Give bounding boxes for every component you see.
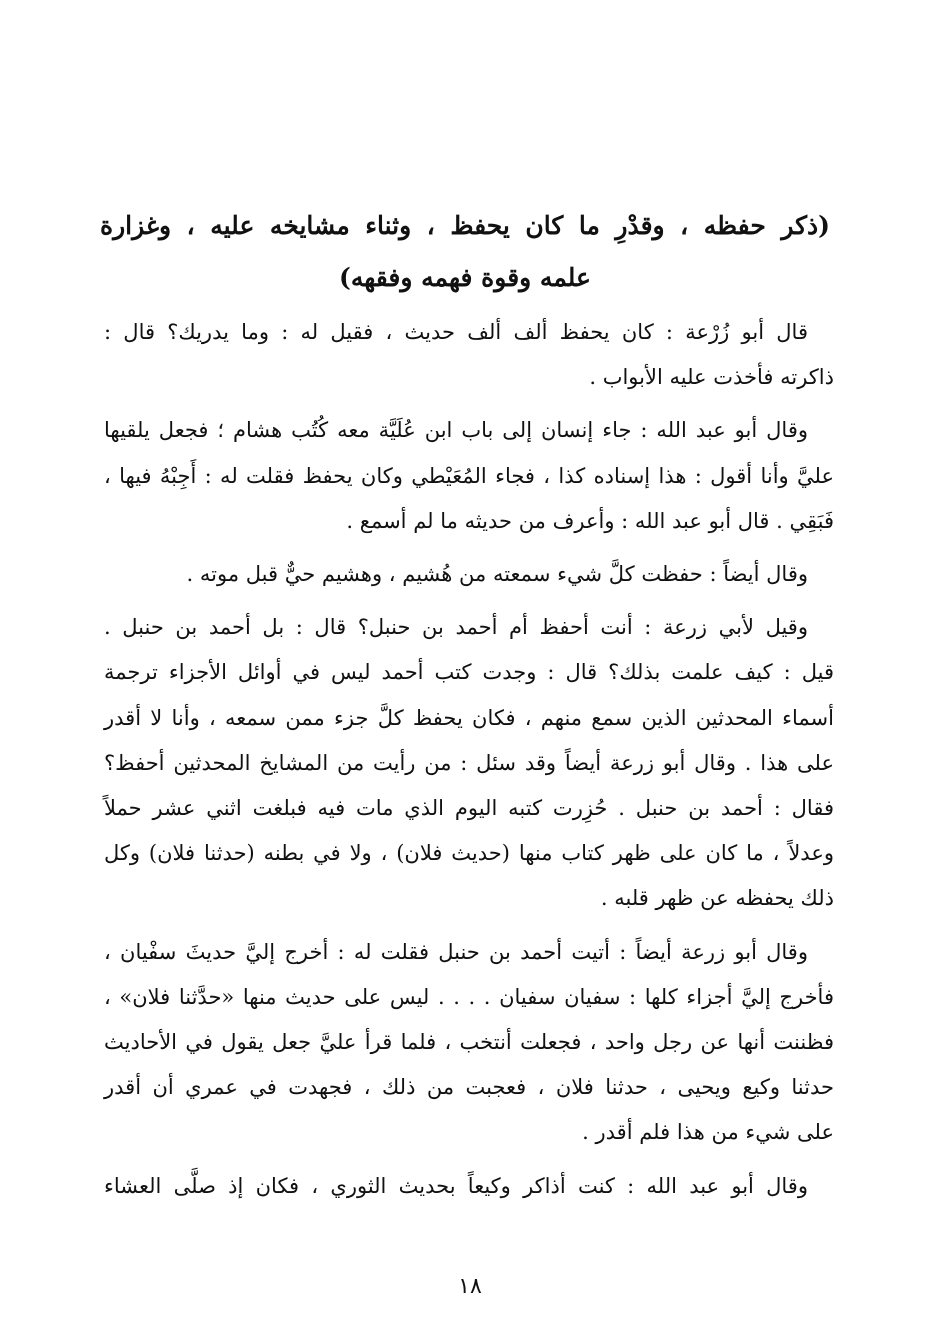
text-line: وعدلاً ، ما كان على ظهر كتاب منها (حديث فلان) ، ولا في بطنه (حدثنا فلان) وكل <box>104 841 834 866</box>
paragraph <box>104 408 834 544</box>
text-line: على هذا . وقال أبو زرعة أيضاً وقد سئل : من رأيت من المشايخ المحدثين أحفظ؟ <box>104 750 834 775</box>
body-text <box>104 310 834 1209</box>
text-line: فأخرج إليَّ أجزاء كلها : سفيان سفيان . . . . ليس على حديث منها «حدَّثنا فلان» ، <box>104 984 834 1009</box>
text-line: وقال أبو زرعة أيضاً : أتيت أحمد بن حنبل فقلت له : أخرج إليَّ حديثَ سفْيان ، <box>104 939 808 964</box>
text-line: فَبَقِي . قال أبو عبد الله : وأعرف من حديثه ما لم أسمع . <box>346 508 834 533</box>
text-line: فظننت أنها عن رجل واحد ، فجعلت أنتخب ، فلما قرأ عليَّ جعل يقول في الأحاديث <box>104 1030 834 1055</box>
text-line: حدثنا وكيع ويحيى ، حدثنا فلان ، فعجبت من ذلك ، فجهدت في عمري أن أقدر <box>104 1075 834 1100</box>
heading-line: (ذكر حفظه ، وقدْرِ ما كان يحفظ ، وثناء مشايخه عليه ، وغزارة <box>100 211 830 240</box>
text-line: فقال : أحمد بن حنبل . حُزِرت كتبه اليوم الذي مات فيه فبلغت اثني عشر حملاً <box>104 796 834 821</box>
paragraph <box>104 1164 834 1209</box>
paragraph <box>104 310 834 400</box>
text-line: وقال أبو عبد الله : كنت أذاكر وكيعاً بحديث الثوري ، فكان إذ صلَّى العشاء <box>104 1173 808 1198</box>
text-line: وقال أبو عبد الله : جاء إنسان إلى باب ابن عُلَيَّة معه كُتُب هشام ؛ فجعل يلقيها <box>104 418 808 443</box>
page-number: ١٨ <box>458 1274 482 1299</box>
paragraph <box>104 930 834 1156</box>
text-line: عليَّ وأنا أقول : هذا إسناده كذا ، فجاء المُعَيْطي وكان يحفظ فقلت له : أَجِبْهُ فيها ، <box>104 463 834 488</box>
text-line: وقيل لأبي زرعة : أنت أحفظ أم أحمد بن حنبل؟ قال : بل أحمد بن حنبل . <box>104 615 808 640</box>
text-line: وقال أيضاً : حفظت كلَّ شيء سمعته من هُشيم ، وهشيم حيٌّ قبل موته . <box>186 562 808 587</box>
heading-line: علمه وقوة فهمه وفقهه) <box>339 263 591 292</box>
text-line: على شيء من هذا فلم أقدر . <box>582 1120 834 1145</box>
text-line: أسماء المحدثين الذين سمع منهم ، فكان يحفظ كلَّ جزء ممن سمعه ، وأنا لا أقدر <box>104 705 834 730</box>
text-line: ذاكرته فأخذت عليه الأبواب . <box>589 365 834 390</box>
section-heading <box>100 200 830 304</box>
text-line: ذلك يحفظه عن ظهر قلبه . <box>600 886 834 911</box>
text-line: قال أبو زُرْعة : كان يحفظ ألف ألف حديث ، فقيل له : وما يدريك؟ قال : <box>104 320 808 344</box>
paragraph <box>104 605 834 921</box>
paragraph <box>104 552 834 597</box>
text-line: قيل : كيف علمت بذلك؟ قال : وجدت كتب أحمد ليس في أوائل الأجزاء ترجمة <box>104 660 834 685</box>
